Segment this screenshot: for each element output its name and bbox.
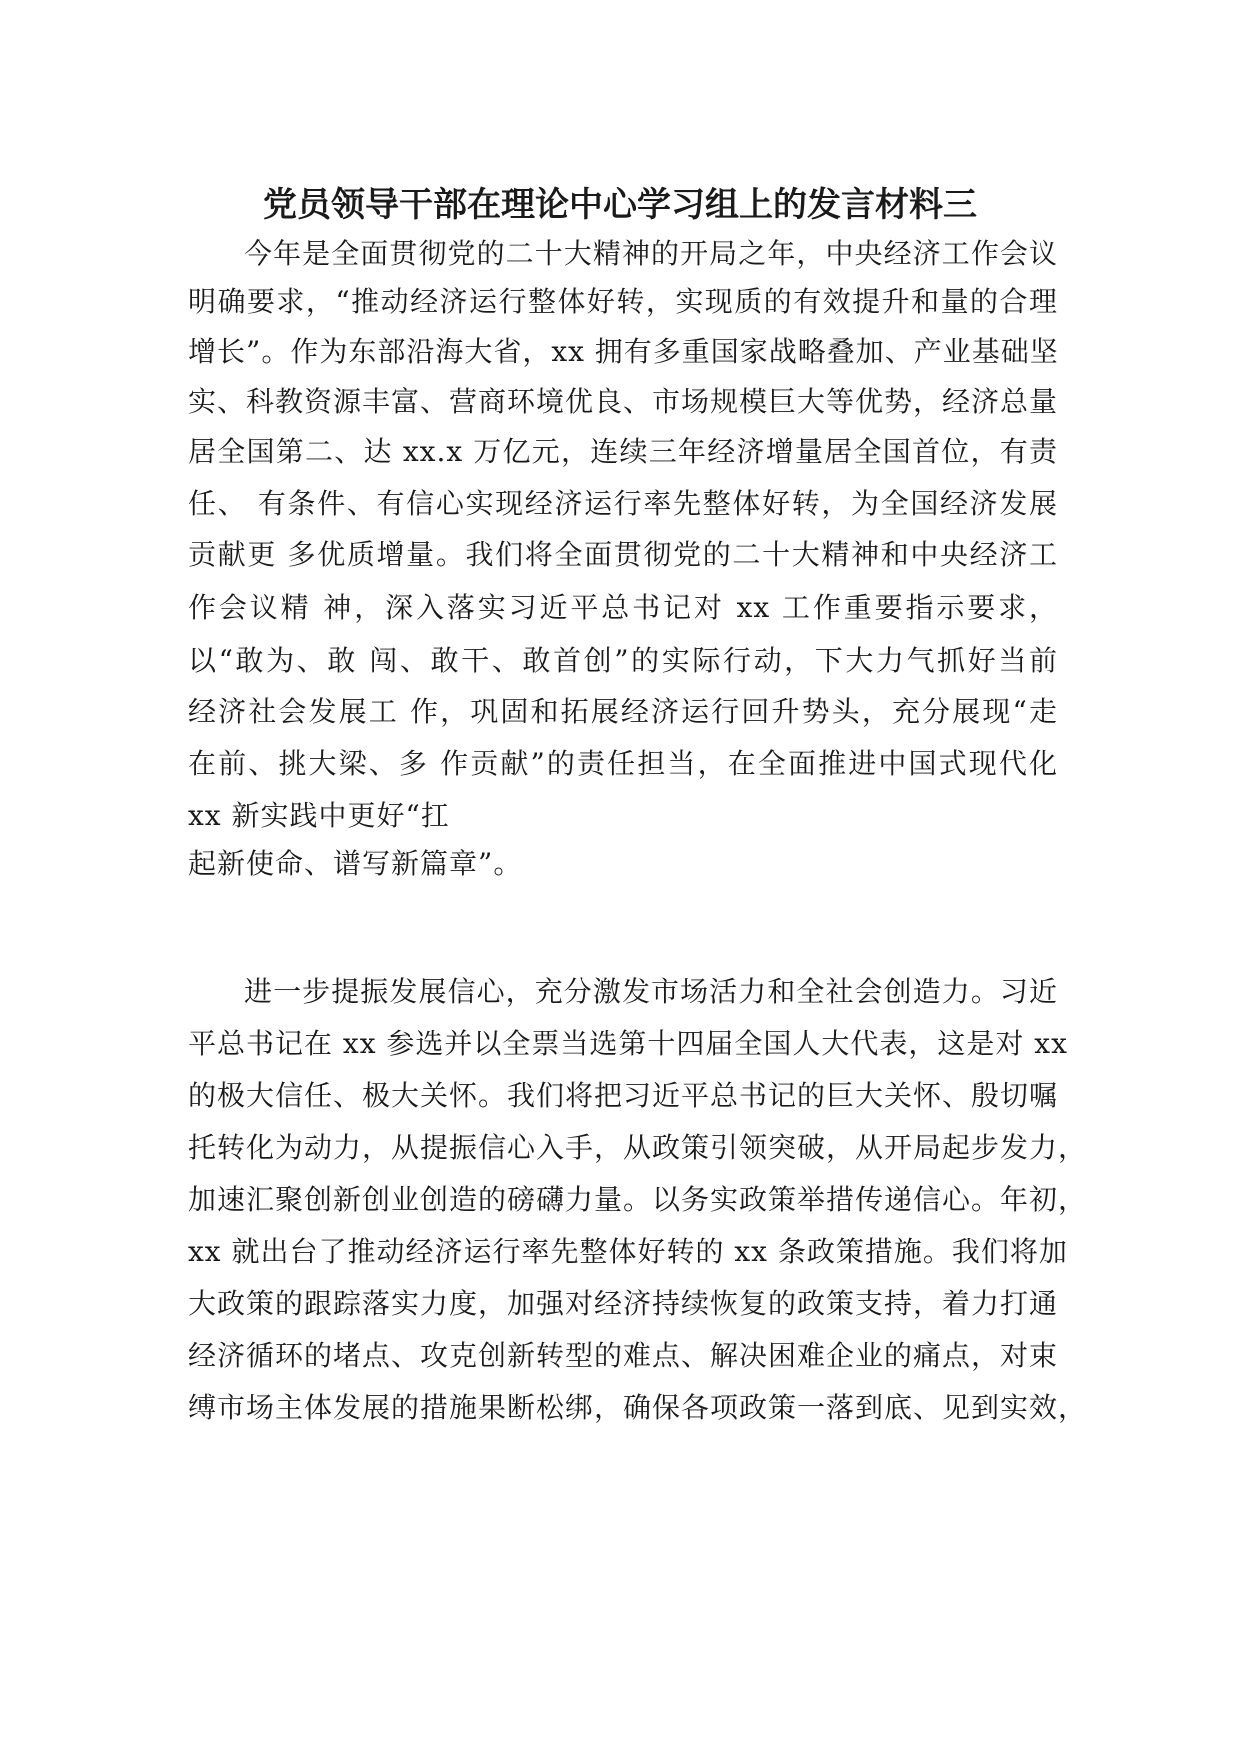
paragraph-2-line-4: 托转化为动力，从提振信心入手，从政策引领突破，从开局起步发力， <box>188 1131 1088 1164</box>
paragraph-1-line-6: 任、 有条件、有信心实现经济运行率先整体好转，为全国经济发展 <box>188 487 1058 520</box>
paragraph-1-line-11: 在前、挑大梁、多 作贡献”的责任担当，在全面推进中国式现代化 <box>188 747 1058 780</box>
paragraph-2-line-9: 缚市场主体发展的措施果断松绑，确保各项政策一落到底、见到实效， <box>188 1391 1088 1424</box>
paragraph-1-line-7: 贡献更 多优质增量。我们将全面贯彻党的二十大精神和中央经济工 <box>188 538 1058 571</box>
paragraph-1-line-5: 居全国第二、达 xx.x 万亿元，连续三年经济增量居全国首位，有责 <box>188 435 1058 468</box>
paragraph-2-line-7: 大政策的跟踪落实力度，加强对经济持续恢复的政策支持，着力打通 <box>188 1287 1059 1320</box>
paragraph-1-line-3: 增长”。作为东部沿海大省，xx 拥有多重国家战略叠加、产业基础坚 <box>188 335 1059 368</box>
paragraph-1-line-8: 作会议精 神，深入落实习近平总书记对 xx 工作重要指示要求， <box>188 591 1058 624</box>
paragraph-1-line-13: 起新使命、谱写新篇章”。 <box>188 847 523 880</box>
paragraph-2-line-8: 经济循环的堵点、攻克创新转型的难点、解决困难企业的痛点，对束 <box>188 1339 1059 1372</box>
paragraph-2-line-1: 进一步提振发展信心，充分激发市场活力和全社会创造力。习近 <box>244 975 1058 1008</box>
paragraph-1-line-9: 以“敢为、敢 闯、敢干、敢首创”的实际行动，下大力气抓好当前 <box>188 644 1058 677</box>
paragraph-1-line-12: xx 新实践中更好“扛 <box>188 799 450 832</box>
paragraph-2-line-2: 平总书记在 xx 参选并以全票当选第十四届全国人大代表，这是对 xx <box>188 1027 1068 1060</box>
paragraph-1-line-2: 明确要求，“推动经济运行整体好转，实现质的有效提升和量的合理 <box>188 285 1058 318</box>
paragraph-1-line-1: 今年是全面贯彻党的二十大精神的开局之年，中央经济工作会议 <box>244 237 1058 270</box>
paragraph-2-line-6: xx 就出台了推动经济运行率先整体好转的 xx 条政策措施。我们将加 <box>188 1235 1068 1268</box>
paragraph-2-line-5: 加速汇聚创新创业创造的磅礴力量。以务实政策举措传递信心。年初， <box>188 1183 1088 1216</box>
paragraph-2-line-3: 的极大信任、极大关怀。我们将把习近平总书记的巨大关怀、殷切嘱 <box>188 1079 1059 1112</box>
document-title: 党员领导干部在理论中心学习组上的发言材料三 <box>263 185 977 225</box>
paragraph-1-line-10: 经济社会发展工 作，巩固和拓展经济运行回升势头，充分展现“走 <box>188 695 1058 728</box>
paragraph-1-line-4: 实、科教资源丰富、营商环境优良、市场规模巨大等优势，经济总量 <box>188 385 1059 418</box>
